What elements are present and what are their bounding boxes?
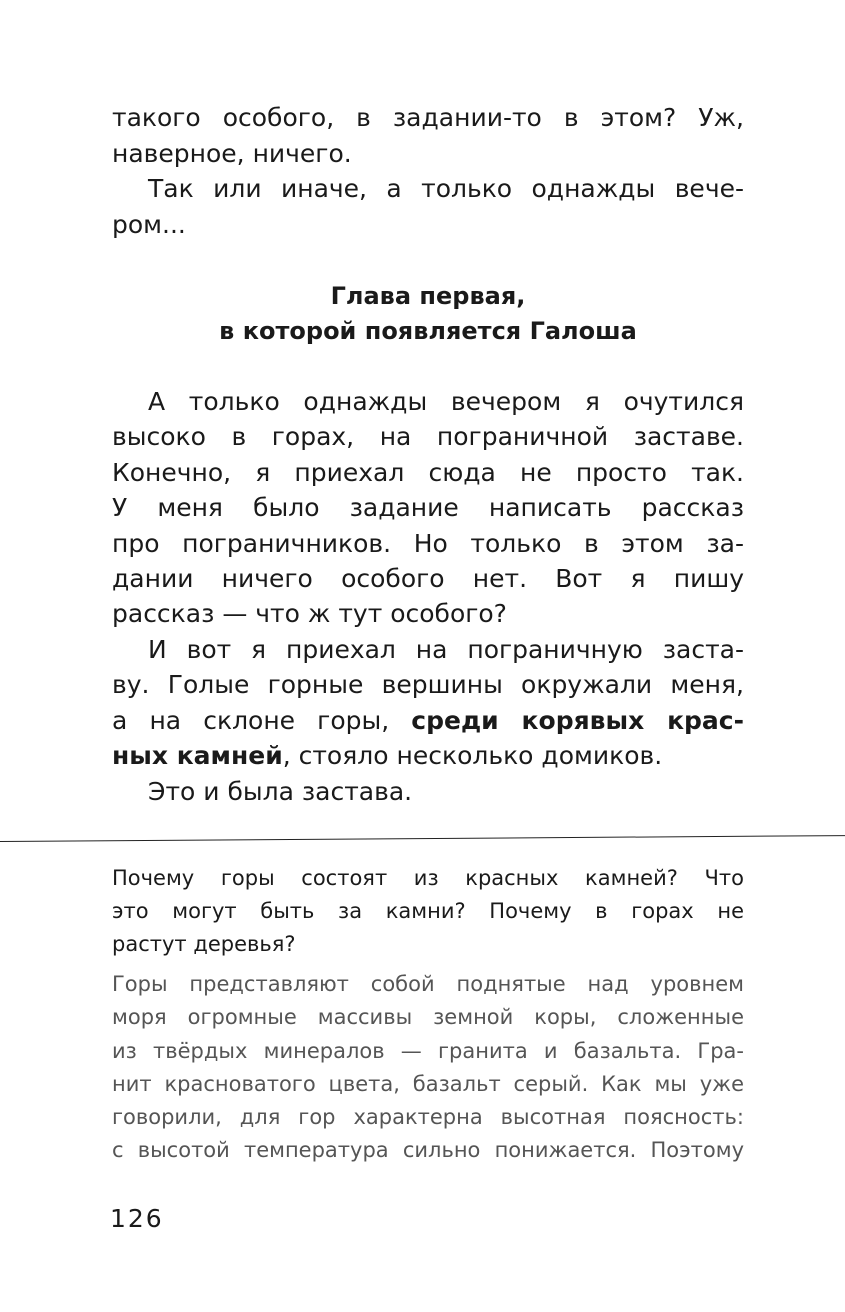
chapter-title: Глава первая, [330,282,526,310]
intro-line: наверное, ничего. [112,139,352,168]
sidebar-answer-line: нит красноватого цвета, базальт серый. Как мы уже [112,1072,744,1096]
sidebar-question-line: Почему горы состоят из красных камней? Что [112,866,744,890]
body-line: ву. Голые горные вершины окружали меня, [112,670,744,699]
sidebar-question-line: это могут быть за камни? Почему в горах не [112,899,744,923]
sidebar-answer-line: моря огромные массивы земной коры, сложенные [112,1005,744,1029]
body-line: У меня было задание написать рассказ [112,493,744,522]
sidebar-answer-line: из твёрдых минералов — гранита и базальта. Гра- [112,1039,744,1063]
sidebar-question-line: растут деревья? [112,932,296,956]
intro-line: Так или иначе, а только однажды вече- [148,174,744,203]
body-line: Это и была застава. [148,777,413,806]
bold-phrase: ных камней [112,741,283,770]
body-line [112,706,744,736]
body-line: А только однажды вечером я очутился [148,387,744,416]
intro-line: такого особого, в задании-то в этом? Уж, [112,103,744,132]
body-line [112,741,744,771]
section-divider [0,835,845,842]
sidebar-answer-line: с высотой температура сильно понижается. Поэтому [112,1138,744,1162]
body-line: И вот я приехал на пограничную заста- [148,635,744,664]
body-line: дании ничего особого нет. Вот я пишу [112,564,744,593]
chapter-subtitle: в которой появляется Галоша [219,317,637,345]
intro-line: ром... [112,210,186,239]
sidebar-answer-line: говорили, для гор характерна высотная поясность: [112,1105,744,1129]
bold-phrase: среди корявых крас- [411,706,744,735]
page-number: 126 [110,1204,164,1233]
body-line: про пограничников. Но только в этом за- [112,529,744,558]
body-line: Конечно, я приехал сюда не просто так. [112,458,744,487]
sidebar-answer-line: Горы представляют собой поднятые над уровнем [112,972,744,996]
body-text: а на склоне горы, [112,706,412,735]
body-text: , стояло несколько домиков. [282,741,663,770]
body-line: рассказ — что ж тут особого? [112,599,507,628]
body-line: высоко в горах, на пограничной заставе. [112,422,744,451]
